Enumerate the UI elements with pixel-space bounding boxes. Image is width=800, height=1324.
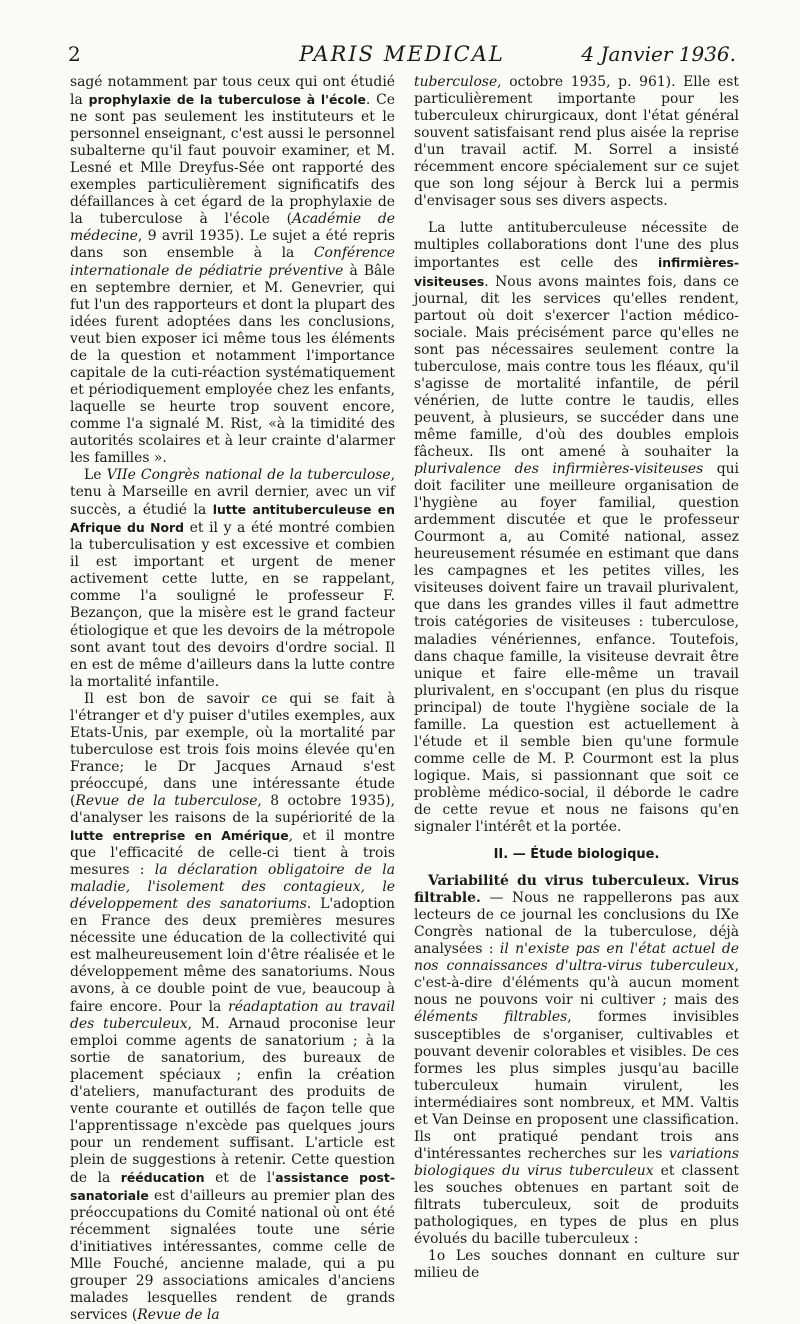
paragraph: 1o Les souches donnant en culture sur milieu de [414,1248,739,1282]
paragraph: Il est bon de savoir ce qui se fait à l'étranger et d'y puiser d'utiles exemples, aux Etats-Unis, par exemple, où la mortalité par tuberculose est trois fois moins élevée qu'en France; le Dr Jacques Arnaud s'est préoccupé, dans une intéressante étude (Revue de la tuberculose, 8 octobre 1935), d'analyser les raisons de la supériorité de la lutte entreprise en Amérique, et il montre que l'efficacité de celle-ci tient à trois mesures : la déclaration obligatoire de la maladie, l'isolement des contagieux, le développement des sanatoriums. L'adoption en France des deux premières mesures nécessite une éducation de la collectivité qui est malheureusement loin d'être réalisée et le développement même des sanatoriums. Nous avons, à ce double point de vue, beaucoup à faire encore. Pour la réadaptation au travail des tuberculeux, M. Arnaud proconise leur emploi comme agents de sanatorium ; à la sortie de sanatorium, des bureaux de placement spéciaux ; enfin la création d'ateliers, manufacturant des produits de vente courante et outillés de façon telle que l'apprentissage n'excède pas quelques jours pour un rendement suffisant. L'article est plein de suggestions à retenir. Cette question de la rééducation et de l'assistance post-sanatoriale est d'ailleurs au premier plan des préoccupations du Comité national où ont été récemment signalées toute une série d'initiatives intéressantes, comme celle de Mlle Fouché, ancienne malade, qui a pu grouper 29 associations amicales d'anciens malades lesquelles rendent de grands services (Revue de la [70,690,396,1324]
paragraph: sagé notamment par tous ceux qui ont étudié la prophylaxie de la tuberculose à l'école. Ce ne sont pas seulement les instituteurs et le personnel enseignant, c'est aussi le personnel subalterne qu'il faut pouvoir examiner, et M. Lesné et Mlle Dreyfus-Sée ont rapporté des exemples particulièrement significatifs des défaillances à cet égard de la prophylaxie de la tuberculose à l'école (Académie de médecine, 9 avril 1935). Le sujet a été repris dans son ensemble à la Conférence internationale de pédiatrie préventive à Bâle en septembre dernier, et M. Genevrier, qui fut l'un des rapporteurs et dont la plupart des idées furent adoptées dans les conclusions, veut bien exposer ici même tous les éléments de la question et notamment l'importance capitale de la cuti-réaction systématiquement et périodiquement employée chez les enfants, laquelle se heurte trop souvent encore, comme l'a signalé M. Rist, «à la timidité des autorités scolaires et à leur crainte d'alarmer les familles ». [70,74,396,467]
paragraph: tuberculose, octobre 1935, p. 961). Elle est particulièrement importante pour les tuberculeux chirurgicaux, dont l'état général souvent satisfaisant rend plus aisée la reprise d'un travail actif. M. Sorrel a insisté récemment encore spécialement sur ce sujet que son long séjour à Berck lui a permis d'envisager sous ses divers aspects. [414,74,739,210]
journal-title: PARIS MEDICAL [299,42,505,66]
paragraph: Variabilité du virus tuberculeux. Virus filtrable. — Nous ne rappellerons pas aux lecteurs de ce journal les conclusions du IXe Congrès national de la tuberculose, déjà analysées : il n'existe pas en l'état actuel de nos connaissances d'ultra-virus tuberculeux, c'est-à-dire d'éléments qu'à aucun moment nous ne pouvons voir ni cultiver ; mais des éléments filtrables, formes invisibles susceptibles de s'organiser, cultivables et pouvant devenir colorables et visibles. De ces formes les plus simples jusqu'au bacille tuberculeux humain virulent, les intermédiaires sont nombreux, et MM. Valtis et Van Deinse en proposent une classification. Ils ont pratiqué pendant trois ans d'intéressantes recherches sur les variations biologiques du virus tuberculeux et classent les souches obtenues en partant soit de filtrats tuberculeux, soit de produits pathologiques, en types de plus en plus évolués du bacille tuberculeux : [414,873,739,1248]
running-header [68,40,736,72]
paragraph: La lutte antituberculeuse nécessite de multiples collaborations dont l'une des plus importantes est celle des infirmières-visiteuses. Nous avons maintes fois, dans ce journal, dit les services qu'elles rendent, partout où doit s'exercer l'action médico-sociale. Mais précisément parce qu'elles ne sont pas nécessaires seulement contre la tuberculose, mais contre tous les fléaux, qu'il s'agisse de mortalité infantile, de péril vénérien, de lutte contre le taudis, elles peuvent, à plusieurs, se succéder dans une même famille, d'où des doubles emplois fâcheux. Ils ont amené à souhaiter la plurivalence des infirmières-visiteuses qui doit faciliter une meilleure organisation de l'hygiène au foyer familial, question ardemment discutée et que le professeur Courmont a, au Comité national, assez heureusement résumée en estimant que dans les campagnes et les petites villes, les visiteuses doivent faire un travail plurivalent, que dans les grandes villes il faut admettre trois catégories de visiteuses : tuberculose, maladies vénériennes, enfance. Toutefois, dans chaque famille, la visiteuse devrait être unique et faire elle-même un travail plurivalent, en s'occupant (en plus du risque principal) de toute l'hygiène sociale de la famille. La question est actuellement à l'étude et il semble bien qu'une formule comme celle de M. P. Courmont est la plus logique. Mais, si passionnant que soit ce problème médico-social, il déborde le cadre de cette revue et nous ne faisons qu'en signaler l'intérêt et la portée. [414,220,739,836]
page-number: 2 [68,42,81,66]
issue-date: 4 Janvier 1936. [581,42,736,66]
section-heading: II. — Étude biologique. [493,847,660,863]
right-column [414,74,739,1282]
paragraph: Le VIIe Congrès national de la tuberculose, tenu à Marseille en avril dernier, avec un vif succès, a étudié la lutte antituberculeuse en Afrique du Nord et il y a été montré combien la tuberculisation y est excessive et combien il est important et urgent de mener activement cette lutte, en se rappelant, comme l'a souligné le professeur F. Bezançon, que la misère est le grand facteur étiologique et que les devoirs de la métropole sont avant tout des devoirs d'ordre social. Il en est de même d'ailleurs dans la lutte contre la mortalité infantile. [70,467,395,690]
left-column [70,74,395,1324]
